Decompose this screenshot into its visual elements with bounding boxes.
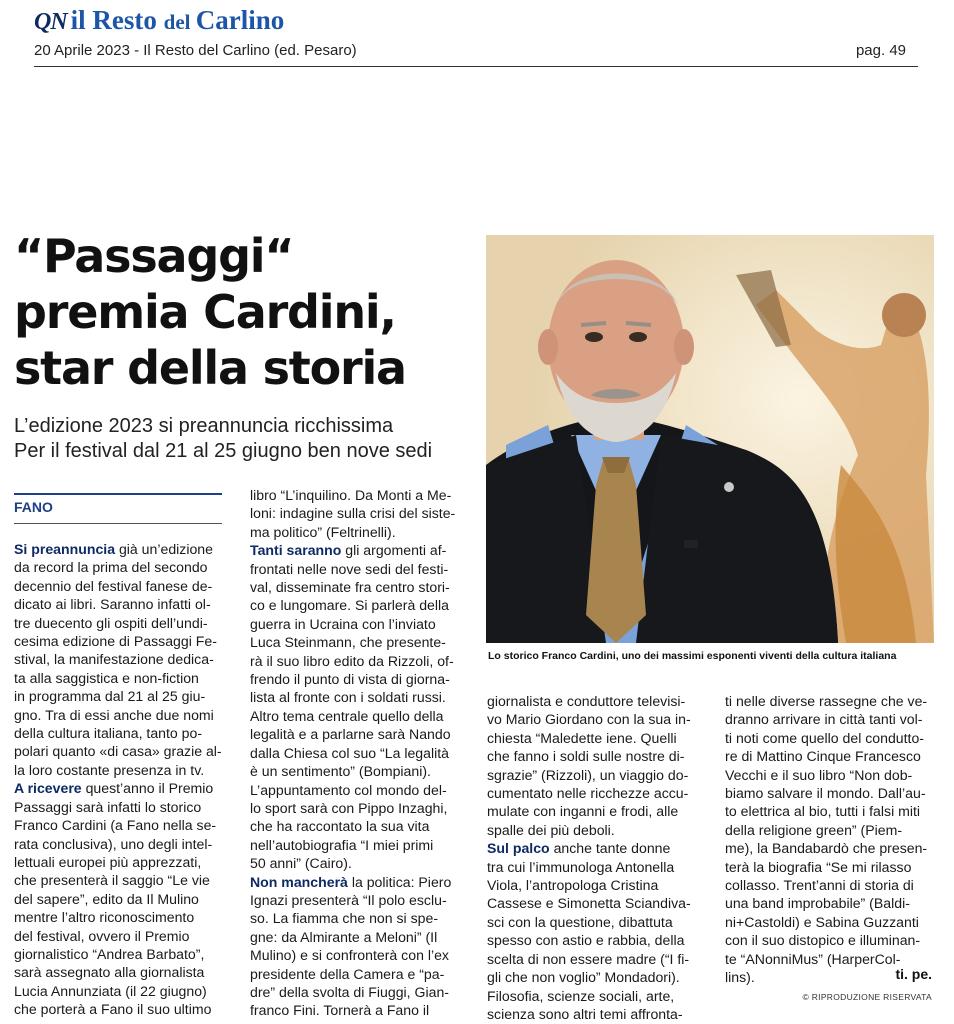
article-headline: “Passaggi“ premia Cardini, star della storia bbox=[14, 229, 406, 395]
portrait-photo bbox=[486, 235, 934, 643]
portrait-illustration bbox=[486, 235, 934, 643]
article-column-4: ti nelle diverse rassegne che ve- dranno arrivare in città tanti vol- ti noti come quello del condutto- re di Mattino Cinque Francesco Vecchi e il suo libro “Non dob- biamo salvare il mondo. Dall’au- to elettrica al bio, tutti i falsi miti della religione green” (Piem- me), la Bandabardò che presen- terà la biografia “Se mi rilasso collasso. Trent’anni di storia di una band improbabile” (Baldi- ni+Castoldi) e Sabina Guzzanti con il suo distopico e illuminan- te “ANonniMus” (HarperCol- lins). bbox=[725, 693, 928, 986]
photo-caption: Lo storico Franco Cardini, uno dei massimi esponenti viventi della cultura italiana bbox=[488, 650, 897, 662]
author-signature: ti. pe. bbox=[895, 966, 932, 982]
dateline: 20 Aprile 2023 - Il Resto del Carlino (ed. Pesaro) bbox=[34, 42, 357, 59]
copyright-notice: © RIPRODUZIONE RISERVATA bbox=[802, 992, 932, 1002]
article-subheadline: L’edizione 2023 si preannuncia ricchissima Per il festival dal 21 al 25 giugno ben nove sedi bbox=[14, 415, 433, 462]
newspaper-logo: il Resto del Carlino bbox=[70, 5, 285, 35]
newspaper-masthead bbox=[34, 6, 284, 36]
section-top-rule bbox=[14, 493, 222, 495]
section-label: FANO bbox=[14, 499, 53, 515]
qn-logo: QN bbox=[34, 9, 67, 35]
article-column-1: Si preannuncia già un’edizione da record la prima del secondo decennio del festival fanese de- dicato ai libri. Saranno infatti ol- tre duecento gli ospiti dell’undi- cesima edizione di Passaggi Fe- stival, la manifestazione dedica- ta alla saggistica e non-fiction in programma dal 21 al 25 giu- gno. Tra di essi anche due nomi della cultura italiana, tanto po- polari quanto «di casa» grazie al- la loro costante presenza in tv. A ricevere quest’anno il Premio Passaggi sarà infatti lo storico Franco Cardini (a Fano nella se- rata conclusiva), uno degli intel- lettuali europei più apprezzati, che presenterà il saggio “Le vie del sapere”, edito da Il Mulino mentre l’altro riconoscimento del festival, ovvero il Premio giornalistico “Andrea Barbato”, sarà assegnato alla giornalista Lucia Annunziata (il 22 giugno) che porterà a Fano il suo ultimo bbox=[14, 541, 222, 1018]
page-number: pag. 49 bbox=[855, 42, 906, 59]
article-column-3: giornalista e conduttore televisi- vo Mario Giordano con la sua in- chiesta “Maledette iene. Quelli che fanno i soldi sulle nostre di- sgrazie” (Rizzoli), un viaggio do- cumentato nelle ricchezze accu- mulate con inganni e frodi, alle spalle dei più deboli. Sul palco anche tante donne tra cui l’immunologa Antonella Viola, l’antropologa Cristina Cassese e Simonetta Sciandiva- sci con la questione, dibattuta spesso con astio e rabbia, della scelta di non essere madre (“I fi- gli che non voglio” Mondadori). Filosofia, scienze sociali, arte, scienza sono altri temi affronta- bbox=[487, 693, 691, 1022]
section-bottom-rule bbox=[14, 523, 222, 524]
article-column-2: libro “L’inquilino. Da Monti a Me- loni: indagine sulla crisi del siste- ma politico” (Feltrinelli). Tanti saranno gli argomenti af- frontati nelle nove sedi del festi- val, disseminate fra centro stori- co e lungomare. Si parlerà della guerra in Ucraina con l’inviato Luca Steinmann, che presente- rà il suo libro edito da Rizzoli, of- frendo il punto di vista di giorna- lista al fronte con i soldati russi. Altro tema centrale quello della legalità e a parlarne sarà Nando dalla Chiesa col suo “La legalità è un sentimento” (Bompiani). L’appuntamento col mondo del- lo sport sarà con Pippo Inzaghi, che ha raccontato la sua vita nell’autobiografia “I miei primi 50 anni” (Cairo). Non mancherà la politica: Piero Ignazi presenterà “Il polo esclu- so. La fiamma che non si spe- gne: da Almirante a Meloni” (Il Mulino) e si confronterà con l’ex presidente della Camera e “pa- dre” della svolta di Fiuggi, Gian- franco Fini. Tornerà a Fano il bbox=[250, 487, 456, 1019]
header-divider bbox=[34, 66, 918, 67]
